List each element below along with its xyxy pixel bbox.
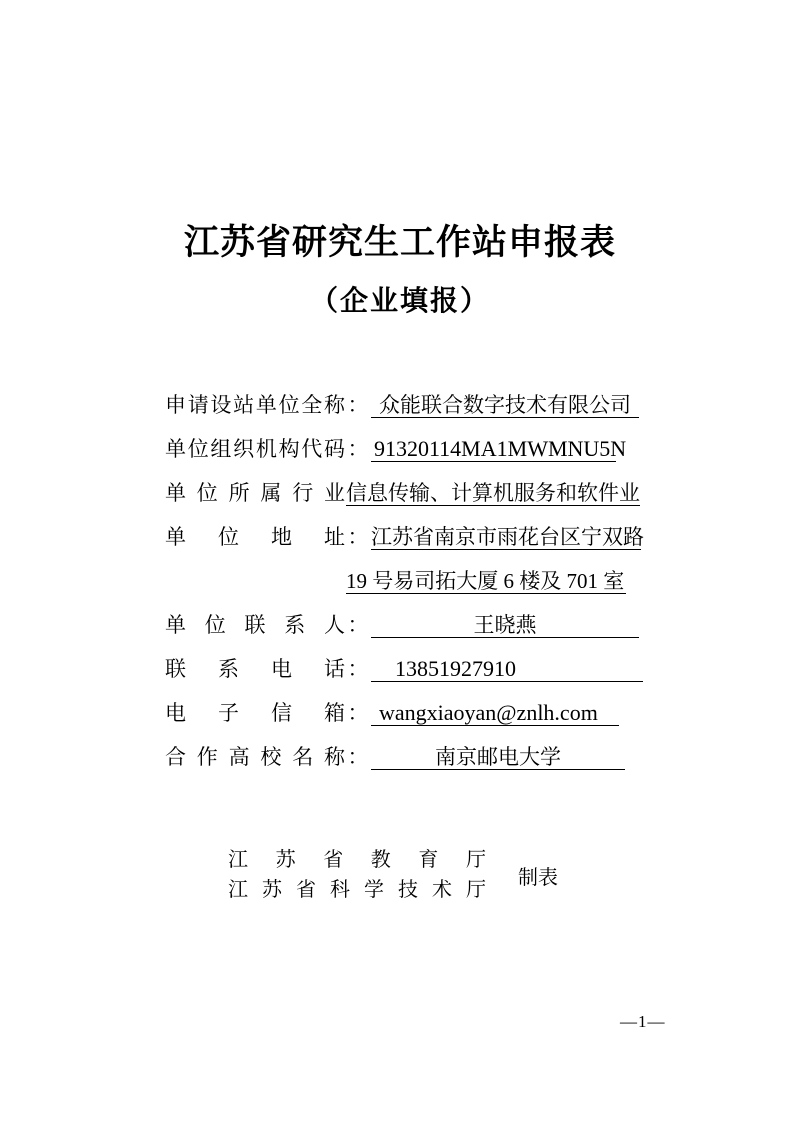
field-label: 单位组织机构代码	[165, 437, 345, 461]
page-title: 江苏省研究生工作站申报表	[183, 223, 616, 262]
field-value-org-code: 91320114MA1MWMNU5N	[371, 437, 616, 462]
issuing-authority-line-1: 江苏省教育厅	[228, 849, 486, 871]
page-number: —1—	[620, 1012, 666, 1031]
field-label: 合作高校名称	[165, 745, 345, 769]
field-label: 申请设站单位全称	[165, 393, 345, 417]
issuing-authority-block	[228, 845, 558, 905]
field-label: 单位联系人	[165, 613, 345, 637]
field-value-partner-university: 南京邮电大学	[371, 745, 625, 770]
form-row-email	[165, 701, 643, 726]
form-row-contact-person	[165, 613, 643, 638]
field-colon: ：	[347, 657, 369, 681]
field-value-address	[346, 525, 644, 594]
address-line-1: 江苏省南京市雨花台区宁双路	[371, 525, 644, 549]
form-row-partner-university	[165, 745, 643, 770]
issuing-authority-lines	[228, 845, 486, 905]
field-colon: ：	[347, 437, 369, 461]
field-colon: ：	[347, 525, 369, 549]
field-label: 单位地址	[165, 525, 345, 549]
field-value-contact-person: 王晓燕	[371, 613, 639, 638]
field-value-email: wangxiaoyan@znlh.com	[371, 701, 619, 726]
field-label: 联系电话	[165, 657, 345, 681]
form-row-industry	[165, 481, 643, 506]
field-colon: ：	[347, 613, 369, 637]
issuing-authority-suffix: 制表	[518, 866, 558, 889]
field-value-applicant-name: 众能联合数字技术有限公司	[371, 393, 639, 418]
field-colon: ：	[347, 393, 369, 417]
page-subtitle: （企业填报）	[309, 286, 490, 317]
form-row-address	[165, 525, 643, 594]
field-value-phone: 13851927910	[371, 657, 643, 682]
field-label: 电子信箱	[165, 701, 345, 725]
issuing-authority-line-2: 江苏省科学技术厅	[228, 879, 486, 901]
field-label: 单位所属行业	[165, 481, 345, 505]
form-row-applicant-name	[165, 393, 643, 418]
form-row-phone	[165, 657, 643, 682]
field-colon: ：	[347, 701, 369, 725]
form-row-org-code	[165, 437, 643, 462]
title-block	[0, 222, 800, 319]
address-line-2: 19 号易司拓大厦 6 楼及 701 室	[346, 569, 625, 593]
field-colon: ：	[347, 745, 369, 769]
field-value-industry: 信息传输、计算机服务和软件业	[346, 481, 640, 505]
application-form	[165, 393, 643, 789]
